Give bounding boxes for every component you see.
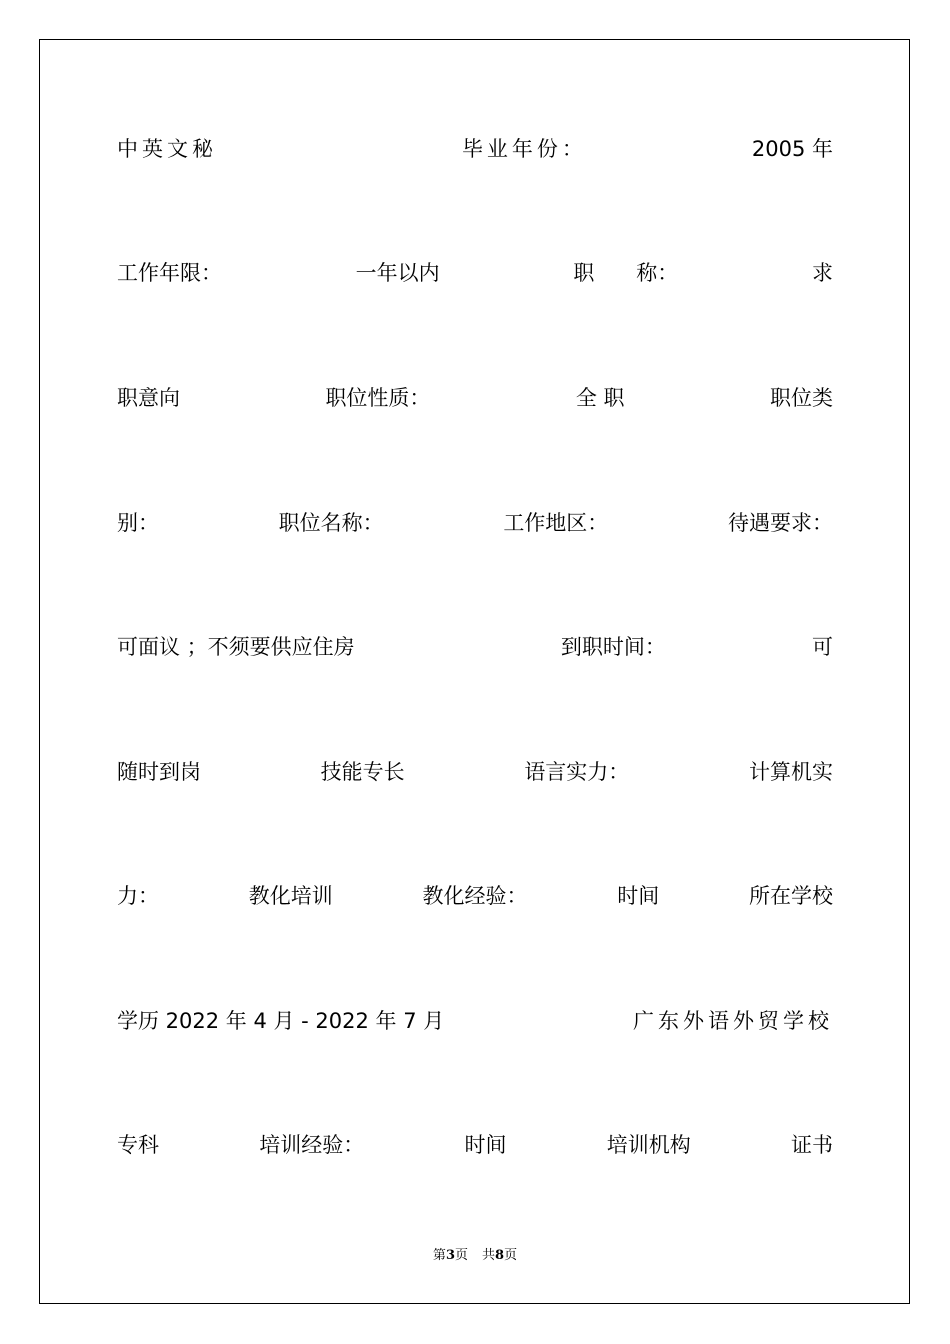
line-9-segment: 时间 xyxy=(464,1133,507,1157)
line-2-segment: 工作年限： xyxy=(117,261,222,285)
line-5-segment: 可 xyxy=(812,635,833,659)
line-8-segment: 广东外语外贸学校 xyxy=(633,1009,833,1033)
line-6-segment: 随时到岗 xyxy=(117,760,201,784)
line-2-segment: 求 xyxy=(811,261,833,285)
line-3-segment: 职位类 xyxy=(770,386,833,410)
text-line-9 xyxy=(117,1128,833,1162)
line-7-segment: 时间 xyxy=(617,884,660,908)
page-number-suffix: 页 xyxy=(454,1248,468,1263)
page-number-current: 3 xyxy=(445,1248,455,1263)
line-2-segment: 一年以内 xyxy=(355,261,440,285)
text-line-4 xyxy=(117,506,833,540)
line-3-segment: 全 职 xyxy=(575,386,625,410)
line-7-segment: 力： xyxy=(117,884,159,908)
text-line-2 xyxy=(117,256,833,290)
line-1-segment: 2005 年 xyxy=(751,137,833,161)
page-frame xyxy=(39,39,910,1304)
line-4-segment: 待遇要求： xyxy=(727,511,833,535)
page-total-prefix: 共 xyxy=(482,1248,496,1263)
line-2-segment: 职 称： xyxy=(573,261,679,285)
line-9-segment: 培训机构 xyxy=(606,1133,691,1157)
line-1-segment: 毕业年份： xyxy=(461,137,587,161)
line-4-segment: 职位名称： xyxy=(278,511,384,535)
line-8-segment: 学历 2022 年 4 月 - 2022 年 7 月 xyxy=(117,1009,445,1033)
line-6-segment: 语言实力： xyxy=(524,760,630,784)
line-6-segment: 技能专长 xyxy=(320,760,405,784)
line-9-segment: 培训经验： xyxy=(259,1133,365,1157)
line-6-segment: 计算机实 xyxy=(748,760,833,784)
line-5-segment: 可面议 ；不须要供应住房 xyxy=(117,635,355,659)
line-5-segment: 到职时间： xyxy=(560,635,666,659)
page-number-prefix: 第 xyxy=(432,1248,446,1263)
line-3-segment: 职位性质： xyxy=(325,386,431,410)
line-4-segment: 工作地区： xyxy=(503,511,609,535)
page-number-total: 8 xyxy=(495,1248,505,1263)
page-footer xyxy=(0,1246,950,1266)
line-9-segment: 专科 xyxy=(117,1133,159,1157)
text-line-8 xyxy=(117,1004,833,1038)
line-9-segment: 证书 xyxy=(791,1133,833,1157)
line-1-segment: 中英文秘 xyxy=(117,137,217,161)
text-line-7 xyxy=(117,879,833,913)
line-4-segment: 别： xyxy=(117,511,159,535)
line-7-segment: 教化经验： xyxy=(422,884,528,908)
page-total-suffix: 页 xyxy=(504,1248,518,1263)
line-7-segment: 教化培训 xyxy=(248,884,333,908)
line-7-segment: 所在学校 xyxy=(749,884,833,908)
text-line-1 xyxy=(117,132,833,166)
text-line-5 xyxy=(117,630,833,664)
text-line-6 xyxy=(117,755,833,789)
text-line-3 xyxy=(117,381,833,415)
line-3-segment: 职意向 xyxy=(117,386,180,410)
